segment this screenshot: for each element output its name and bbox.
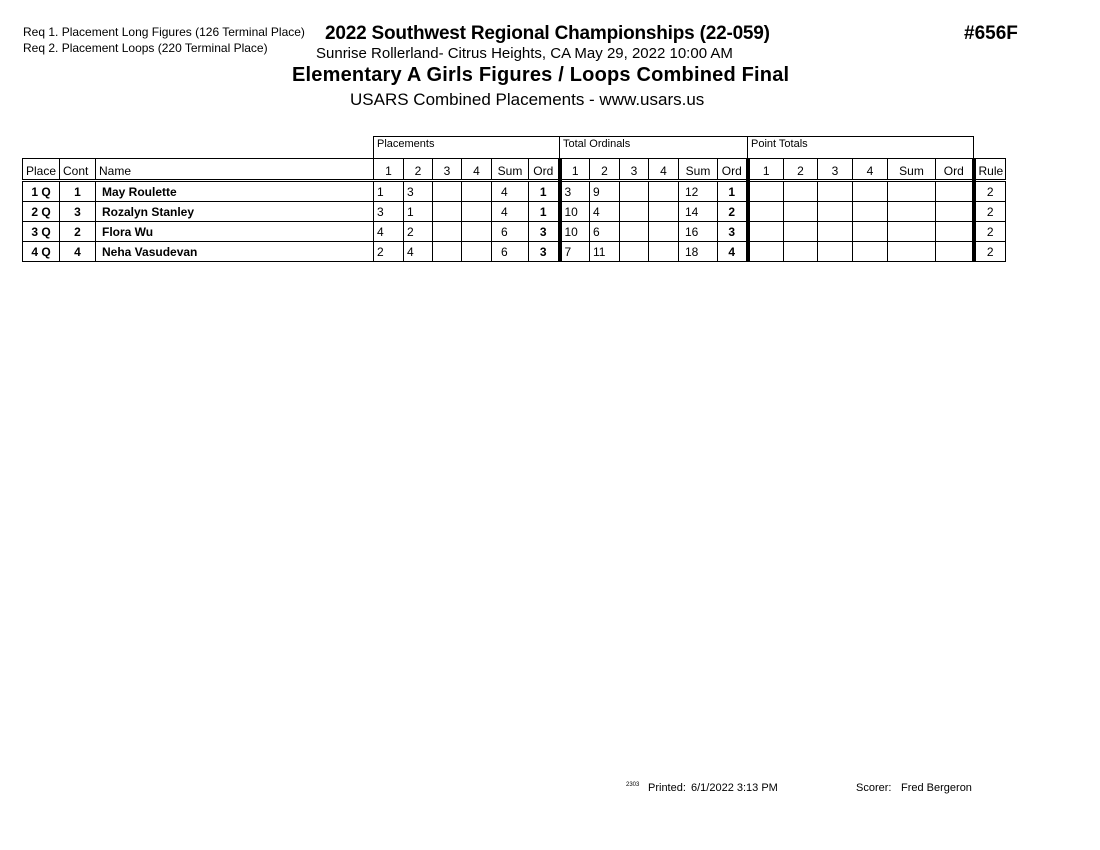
scorer-value: Fred Bergeron	[901, 782, 972, 794]
ordinal-4-cell	[649, 181, 679, 202]
table-row	[23, 222, 1006, 242]
ordinal-3-cell	[620, 202, 649, 222]
col-points-sum: Sum	[888, 159, 936, 181]
col-name: Name	[96, 159, 374, 181]
placement-4-cell	[462, 222, 492, 242]
ordinal-2-cell: 9	[590, 181, 620, 202]
placement-method: USARS Combined Placements - www.usars.us	[350, 90, 705, 109]
table-row	[23, 242, 1006, 262]
skater-name-cell: May Roulette	[96, 181, 374, 202]
placement-1-cell: 4	[374, 222, 404, 242]
ordinal-sum-cell: 18	[679, 242, 718, 262]
placement-3-cell	[433, 242, 462, 262]
ordinal-2-cell: 6	[590, 222, 620, 242]
skater-name-cell: Flora Wu	[96, 222, 374, 242]
printed-value: 6/1/2022 3:13 PM	[691, 782, 778, 794]
rule-cell: 2	[974, 181, 1006, 202]
points-2-cell	[784, 202, 818, 222]
points-1-cell	[748, 222, 784, 242]
placement-3-cell	[433, 181, 462, 202]
col-placements-4: 4	[462, 159, 492, 181]
col-placements-3: 3	[433, 159, 462, 181]
col-points-2: 2	[784, 159, 818, 181]
col-placements-1: 1	[374, 159, 404, 181]
placement-sum-cell: 6	[492, 242, 529, 262]
ordinal-ord-cell: 1	[718, 181, 748, 202]
ordinal-4-cell	[649, 202, 679, 222]
ordinal-sum-cell: 14	[679, 202, 718, 222]
ordinal-4-cell	[649, 242, 679, 262]
points-3-cell	[818, 242, 853, 262]
points-2-cell	[784, 222, 818, 242]
points-ord-cell	[936, 242, 974, 262]
place-cell: 2 Q	[23, 202, 60, 222]
points-1-cell	[748, 202, 784, 222]
placement-sum-cell: 4	[492, 181, 529, 202]
rule-cell: 2	[974, 242, 1006, 262]
placement-4-cell	[462, 181, 492, 202]
table-row	[23, 202, 1006, 222]
col-cont: Cont	[60, 159, 96, 181]
cont-cell: 4	[60, 242, 96, 262]
group-total-ordinals: Total Ordinals	[560, 137, 748, 159]
placement-4-cell	[462, 242, 492, 262]
col-place: Place	[23, 159, 60, 181]
points-4-cell	[853, 202, 888, 222]
event-name: Elementary A Girls Figures / Loops Combined Final	[292, 64, 790, 86]
points-sum-cell	[888, 202, 936, 222]
competition-title: 2022 Southwest Regional Championships (22-059)	[325, 23, 770, 44]
placement-sum-cell: 6	[492, 222, 529, 242]
group-placements: Placements	[374, 137, 560, 159]
placement-4-cell	[462, 202, 492, 222]
group-point-totals: Point Totals	[748, 137, 974, 159]
venue-date: Sunrise Rollerland- Citrus Heights, CA May 29, 2022 10:00 AM	[316, 45, 733, 62]
placement-1-cell: 3	[374, 202, 404, 222]
col-placements-ord: Ord	[529, 159, 560, 181]
ordinal-2-cell: 4	[590, 202, 620, 222]
placement-1-cell: 1	[374, 181, 404, 202]
ordinal-3-cell	[620, 242, 649, 262]
points-sum-cell	[888, 242, 936, 262]
col-points-1: 1	[748, 159, 784, 181]
requirement-2: Req 2. Placement Loops (220 Terminal Place)	[23, 41, 268, 55]
points-4-cell	[853, 222, 888, 242]
ordinal-3-cell	[620, 181, 649, 202]
col-points-ord: Ord	[936, 159, 974, 181]
placement-2-cell: 2	[404, 222, 433, 242]
placement-ord-cell: 1	[529, 202, 560, 222]
ordinal-sum-cell: 16	[679, 222, 718, 242]
points-2-cell	[784, 181, 818, 202]
col-placements-2: 2	[404, 159, 433, 181]
scorer-label: Scorer:	[856, 782, 892, 794]
col-ordinals-2: 2	[590, 159, 620, 181]
points-ord-cell	[936, 181, 974, 202]
col-points-3: 3	[818, 159, 853, 181]
col-ordinals-1: 1	[560, 159, 590, 181]
requirement-1: Req 1. Placement Long Figures (126 Terminal Place)	[23, 25, 305, 39]
col-ordinals-sum: Sum	[679, 159, 718, 181]
cont-cell: 3	[60, 202, 96, 222]
points-4-cell	[853, 242, 888, 262]
col-ordinals-3: 3	[620, 159, 649, 181]
points-1-cell	[748, 242, 784, 262]
points-sum-cell	[888, 181, 936, 202]
cont-cell: 1	[60, 181, 96, 202]
ordinal-1-cell: 7	[560, 242, 590, 262]
points-3-cell	[818, 181, 853, 202]
group-header-row	[23, 137, 1006, 159]
ordinal-ord-cell: 4	[718, 242, 748, 262]
event-number: #656F	[964, 23, 1018, 44]
points-3-cell	[818, 202, 853, 222]
report-code: 2303	[626, 782, 640, 788]
ordinal-4-cell	[649, 222, 679, 242]
col-points-4: 4	[853, 159, 888, 181]
placement-ord-cell: 3	[529, 242, 560, 262]
points-2-cell	[784, 242, 818, 262]
points-ord-cell	[936, 222, 974, 242]
ordinal-3-cell	[620, 222, 649, 242]
rule-cell: 2	[974, 222, 1006, 242]
ordinal-2-cell: 11	[590, 242, 620, 262]
ordinal-ord-cell: 3	[718, 222, 748, 242]
points-1-cell	[748, 181, 784, 202]
points-sum-cell	[888, 222, 936, 242]
placement-2-cell: 3	[404, 181, 433, 202]
ordinal-1-cell: 10	[560, 222, 590, 242]
place-cell: 4 Q	[23, 242, 60, 262]
placement-ord-cell: 3	[529, 222, 560, 242]
column-header-row	[23, 159, 1006, 181]
col-ordinals-4: 4	[649, 159, 679, 181]
place-cell: 3 Q	[23, 222, 60, 242]
ordinal-ord-cell: 2	[718, 202, 748, 222]
ordinal-1-cell: 3	[560, 181, 590, 202]
table-row	[23, 181, 1006, 202]
place-cell: 1 Q	[23, 181, 60, 202]
placement-1-cell: 2	[374, 242, 404, 262]
points-3-cell	[818, 222, 853, 242]
placement-sum-cell: 4	[492, 202, 529, 222]
points-ord-cell	[936, 202, 974, 222]
ordinal-1-cell: 10	[560, 202, 590, 222]
printed-label: Printed:	[648, 782, 686, 794]
placement-2-cell: 4	[404, 242, 433, 262]
placement-3-cell	[433, 222, 462, 242]
placement-3-cell	[433, 202, 462, 222]
col-rule: Rule	[974, 159, 1006, 181]
skater-name-cell: Rozalyn Stanley	[96, 202, 374, 222]
results-table	[22, 136, 1006, 262]
cont-cell: 2	[60, 222, 96, 242]
placement-ord-cell: 1	[529, 181, 560, 202]
skater-name-cell: Neha Vasudevan	[96, 242, 374, 262]
ordinal-sum-cell: 12	[679, 181, 718, 202]
col-ordinals-ord: Ord	[718, 159, 748, 181]
placement-2-cell: 1	[404, 202, 433, 222]
col-placements-sum: Sum	[492, 159, 529, 181]
points-4-cell	[853, 181, 888, 202]
rule-cell: 2	[974, 202, 1006, 222]
